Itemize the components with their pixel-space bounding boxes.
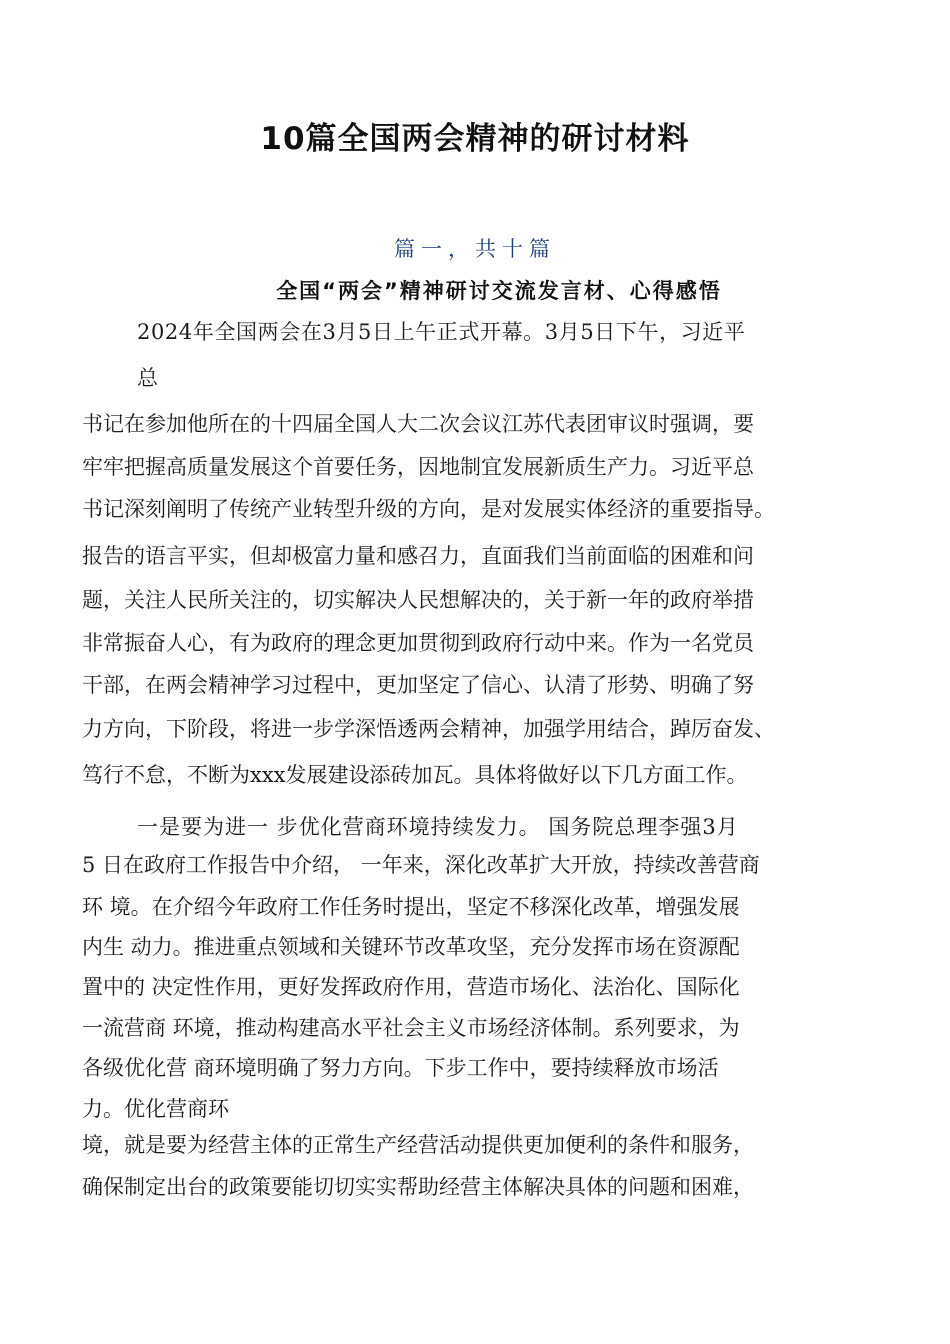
body-text-line: 非常振奋人心，有为政府的理念更加贯彻到政府行动中来。作为一名党员: [82, 631, 754, 655]
article-subtitle: 全国“两会”精神研讨交流发言材、心得感悟: [276, 279, 722, 303]
body-text-line: 一是要为进一 步优化营商环境持续发力。 国务院总理李强3月: [137, 815, 739, 839]
body-text-line: 环 境。在介绍今年政府工作任务时提出，坚定不移深化改革，增强发展: [82, 895, 740, 919]
section-label: 篇一，共十篇: [394, 237, 556, 261]
body-text-line: 力方向，下阶段，将进一步学深悟透两会精神，加强学用结合，踔厉奋发、: [82, 717, 775, 741]
body-text-line: 置中的 决定性作用，更好发挥政府作用，营造市场化、法治化、国际化: [82, 975, 740, 999]
body-text-line: 一流营商 环境，推动构建高水平社会主义市场经济体制。系列要求，为: [82, 1016, 740, 1040]
body-text-line: 境，就是要为经营主体的正常生产经营活动提供更加便利的条件和服务，: [82, 1133, 754, 1157]
body-text-line: 总: [137, 366, 158, 390]
body-text-line: 2024年全国两会在3月5日上午正式开幕。3月5日下午，习近平: [137, 320, 746, 344]
body-text-line: 力。优化营商环: [82, 1097, 229, 1121]
body-text-line: 笃行不怠，不断为xxx发展建设添砖加瓦。具体将做好以下几方面工作。: [82, 763, 748, 787]
body-text-line: 内生 动力。推进重点领域和关键环节改革攻坚，充分发挥市场在资源配: [82, 935, 740, 959]
body-text-line: 题，关注人民所关注的，切实解决人民想解决的，关于新一年的政府举措: [82, 588, 754, 612]
body-text-line: 报告的语言平实，但却极富力量和感召力，直面我们当前面临的困难和问: [82, 544, 754, 568]
body-text-line: 书记深刻阐明了传统产业转型升级的方向，是对发展实体经济的重要指导。: [82, 497, 775, 521]
body-text-line: 确保制定出台的政策要能切切实实帮助经营主体解决具体的问题和困难，: [82, 1175, 754, 1199]
document-title: 10篇全国两会精神的研讨材料: [260, 121, 690, 157]
body-text-line: 牢牢把握高质量发展这个首要任务，因地制宜发展新质生产力。习近平总: [82, 455, 754, 479]
body-text-line: 干部，在两会精神学习过程中，更加坚定了信心、认清了形势、明确了努: [82, 673, 754, 697]
body-text-line: 各级优化营 商环境明确了努力方向。下步工作中，要持续释放市场活: [82, 1056, 719, 1080]
body-text-line: 书记在参加他所在的十四届全国人大二次会议江苏代表团审议时强调，要: [82, 412, 754, 436]
body-text-line: 5 日在政府工作报告中介绍， 一年来，深化改革扩大开放，持续改善营商: [82, 853, 760, 877]
